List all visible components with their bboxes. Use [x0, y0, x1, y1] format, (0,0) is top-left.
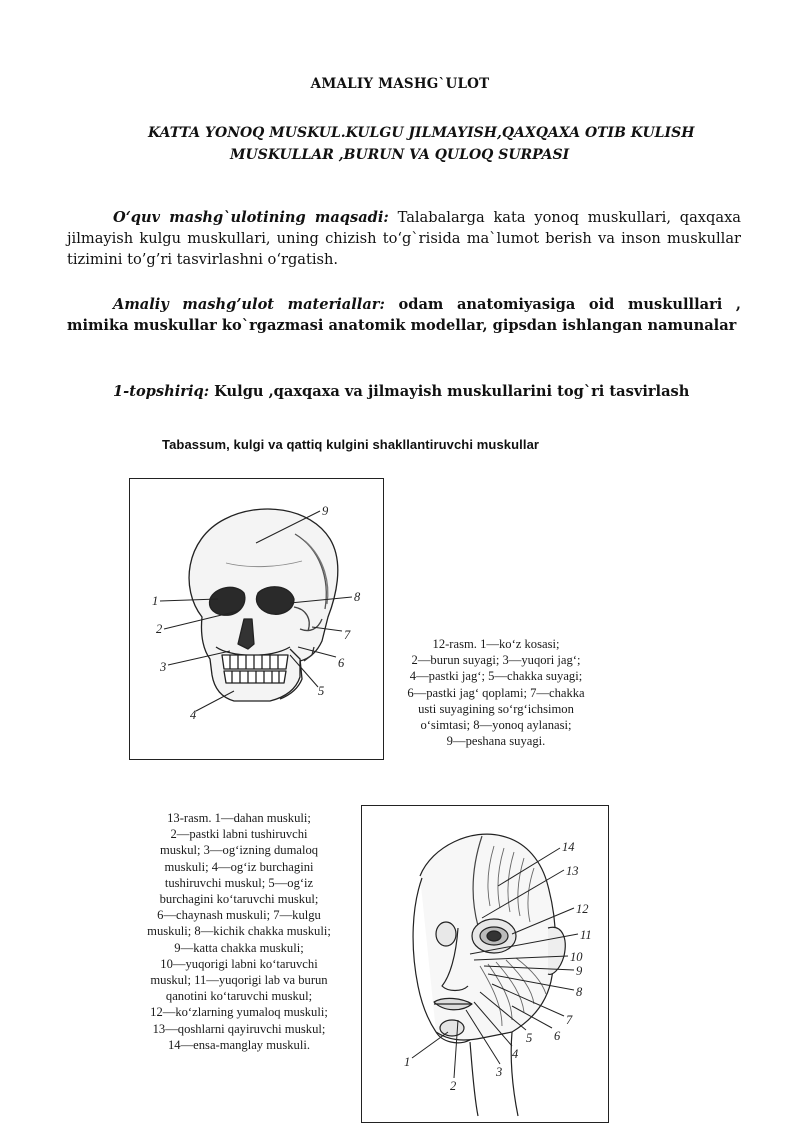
figure-13-legend	[120, 810, 358, 1053]
skull-label-1: 1	[152, 594, 159, 608]
legend-13-line: muskul; 3—og‘izning dumaloq	[159, 843, 319, 858]
face-label-1: 1	[404, 1055, 411, 1069]
face-label-6: 6	[554, 1029, 561, 1043]
legend-12-line: o‘simtasi; 8—yonoq aylanasi;	[420, 718, 572, 733]
face-label-8: 8	[576, 985, 583, 999]
materials-label: Amaliy mashg’ulot materiallar:	[113, 296, 385, 313]
task-paragraph	[113, 381, 753, 402]
goal-paragraph	[67, 207, 741, 270]
skull-label-7: 7	[344, 628, 351, 642]
skull-illustration	[130, 479, 382, 758]
skull-label-3: 3	[160, 660, 167, 674]
skull-label-9: 9	[322, 504, 329, 518]
materials-text: odam anatomiyasiga oid muskulllari , mimika muskullar ko`rgazmasi anatomik modellar, gipsdan ishlangan namunalar	[67, 296, 741, 334]
legend-12-line: 9—peshana suyagi.	[446, 734, 546, 749]
face-muscles-figure-frame	[361, 805, 609, 1123]
goal-label: O‘quv mashg`ulotining maqsadi:	[113, 209, 389, 226]
legend-13-line: muskuli; 4—og‘iz burchagini	[164, 859, 314, 874]
legend-13-line: 2—pastki labni tushiruvchi	[170, 827, 308, 842]
legend-13-line: 14—ensa-manglay muskuli.	[167, 1037, 310, 1052]
task-text: Kulgu ,qaxqaxa va jilmayish muskullarini tog`ri tasvirlash	[209, 383, 690, 400]
face-label-5: 5	[526, 1031, 533, 1045]
face-label-10: 10	[570, 950, 583, 964]
face-label-12: 12	[576, 902, 589, 916]
face-label-4: 4	[512, 1047, 519, 1061]
legend-12-line: 6—pastki jag‘ qoplami; 7—chakka	[407, 685, 585, 700]
legend-12-line: 12-rasm. 1—ko‘z kosasi;	[432, 637, 560, 651]
figure-12-legend	[378, 636, 614, 749]
legend-13-line: muskuli; 8—kichik chakka muskuli;	[147, 924, 331, 939]
materials-paragraph	[67, 294, 741, 336]
document-subtitle	[148, 122, 708, 166]
legend-12-line: usti suyagining so‘rg‘ichsimon	[418, 701, 574, 716]
face-muscles-illustration	[362, 806, 607, 1121]
legend-13-line: burchagini ko‘taruvchi muskul;	[159, 892, 319, 907]
legend-13-line: muskul; 11—yuqorigi lab va burun	[150, 973, 328, 988]
face-label-3: 3	[496, 1065, 503, 1079]
face-label-2: 2	[450, 1079, 457, 1093]
figure-caption: Tabassum, kulgi va qattiq kulgini shakllantiruvchi muskullar	[162, 437, 540, 452]
skull-label-4: 4	[190, 708, 197, 722]
skull-figure-frame	[129, 478, 384, 760]
legend-13-line: 9—katta chakka muskuli;	[174, 940, 304, 955]
legend-13-line: 13-rasm. 1—dahan muskuli;	[167, 811, 311, 825]
skull-label-2: 2	[156, 622, 163, 636]
label-line-4	[196, 691, 234, 711]
legend-13-line: 12—ko‘zlarning yumaloq muskuli;	[150, 1005, 328, 1020]
legend-13-line: 13—qoshlarni qayiruvchi muskul;	[152, 1021, 326, 1036]
face-label-11: 11	[580, 928, 592, 942]
legend-13-line: qanotini ko‘taruvchi muskul;	[165, 989, 313, 1004]
skull-label-8: 8	[354, 590, 361, 604]
skull-label-6: 6	[338, 656, 345, 670]
face-label-14: 14	[562, 840, 575, 854]
legend-13-line: tushiruvchi muskul; 5—og‘iz	[164, 875, 314, 890]
label-line-1	[412, 1032, 448, 1058]
face-label-9: 9	[576, 964, 583, 978]
document-title: AMALIY MASHG`ULOT	[310, 76, 490, 92]
task-label: 1-topshiriq:	[113, 383, 210, 400]
face-label-7: 7	[566, 1013, 573, 1027]
subtitle-line-1: KATTA YONOQ MUSKUL.KULGU JILMAYISH,QAXQAXA OTIB KULISH	[148, 125, 695, 141]
legend-13-line: 6—chaynash muskuli; 7—kulgu	[157, 908, 321, 923]
subtitle-line-2: MUSKULLAR ,BURUN VA QULOQ SURPASI	[230, 147, 570, 163]
legend-12-line: 4—pastki jag‘; 5—chakka suyagi;	[409, 669, 583, 684]
goal-text: Talabalarga kata yonoq muskullari, qaxqaxa jilmayish kulgu muskullari, uning chizish to‘g`risida ma`lumot berish va inson muskullar tizimini to’g’ri tasvirlashni o‘rgatish.	[67, 209, 741, 268]
face-label-13: 13	[566, 864, 579, 878]
legend-12-line: 2—burun suyagi; 3—yuqori jag‘;	[411, 653, 581, 668]
legend-13-line: 10—yuqorigi labni ko‘taruvchi	[160, 956, 318, 971]
skull-label-5: 5	[318, 684, 325, 698]
